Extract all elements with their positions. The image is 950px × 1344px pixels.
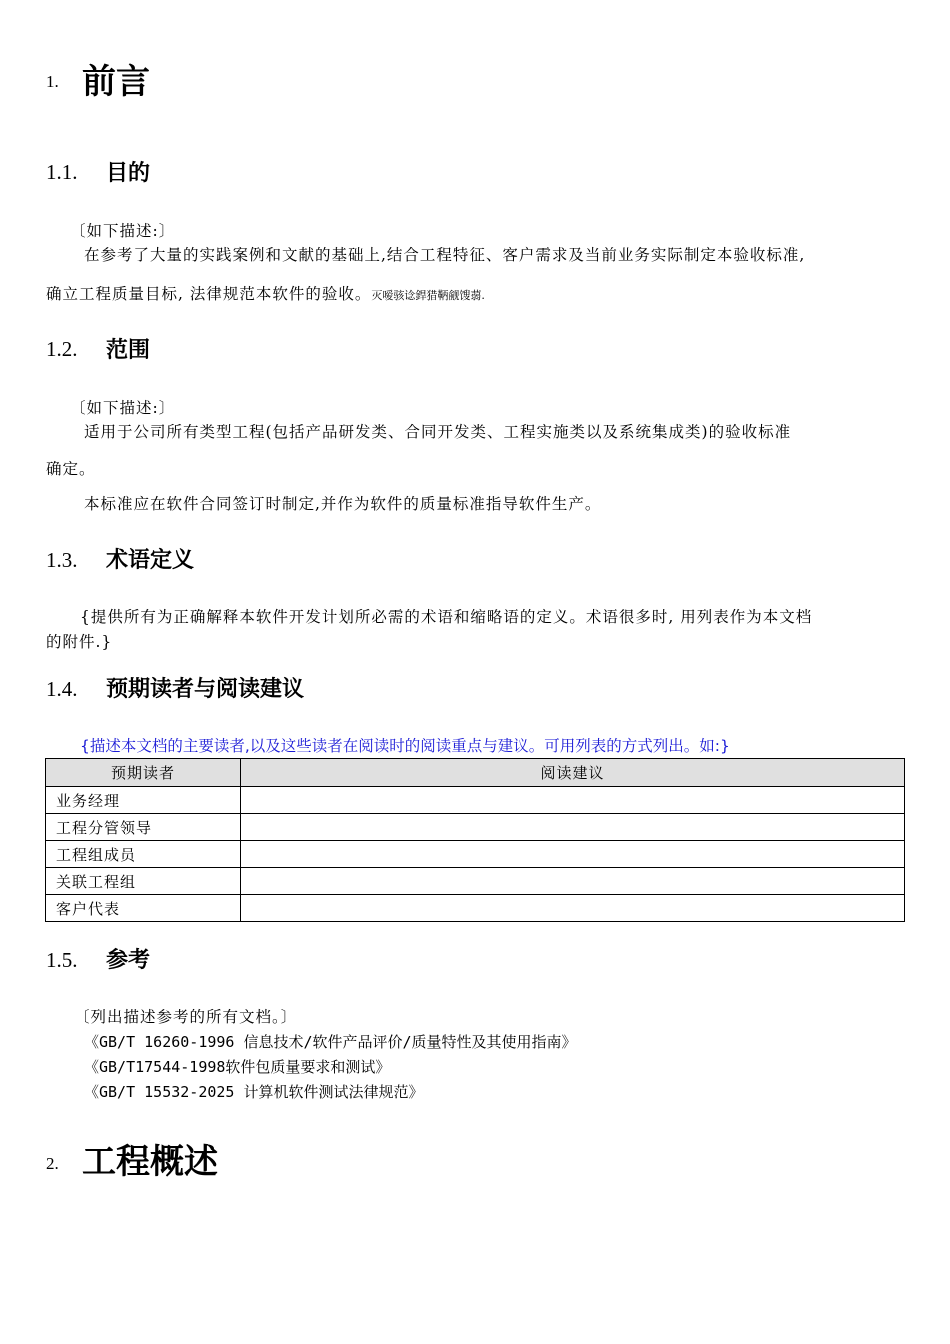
table-header-readers: 预期读者 [46,759,241,787]
references-note: 〔列出描述参考的所有文档。〕 [74,1008,298,1026]
scope-note: 〔如下描述:〕 [70,399,176,417]
reader-cell: 工程分管领导 [46,814,241,841]
readers-table [45,758,905,922]
table-header-advice: 阅读建议 [241,759,905,787]
heading-1-4-number: 1.4. [46,677,78,701]
garbled-text: 灭嗳骇谂銲猎鞆觎馊蒻. [371,289,485,302]
heading-1-5-number: 1.5. [46,948,78,972]
heading-1-2-number: 1.2. [46,337,78,361]
heading-1-1-number: 1.1. [46,160,78,184]
table-row [46,895,905,922]
reference-item: 《GB/T 15532-2025 计算机软件测试法律规范》 [84,1083,424,1101]
heading-1-number: 1. [46,72,59,91]
reference-item: 《GB/T17544-1998软件包质量要求和测试》 [84,1058,391,1076]
reference-item: 《GB/T 16260-1996 信息技术/软件产品评价/质量特性及其使用指南》 [84,1033,577,1051]
advice-cell [241,787,905,814]
table-row [46,841,905,868]
advice-cell [241,814,905,841]
terms-line-2: 的附件.} [46,633,113,651]
heading-2-title: 工程概述 [82,1142,218,1182]
purpose-line-1: 在参考了大量的实践案例和文献的基础上,结合工程特征、客户需求及当前业务实际制定本验收标准, [84,246,806,264]
purpose-note: 〔如下描述:〕 [70,222,176,240]
heading-1-3-title: 术语定义 [106,548,195,573]
advice-cell [241,868,905,895]
table-row [46,814,905,841]
terms-line-1: {提供所有为正确解释本软件开发计划所必需的术语和缩略语的定义。术语很多时, 用列表作为本文档 [80,608,813,626]
scope-line-1: 适用于公司所有类型工程(包括产品研发类、合同开发类、工程实施类以及系统集成类)的验收标准 [84,423,792,441]
heading-1-4-title: 预期读者与阅读建议 [106,677,305,702]
table-row [46,868,905,895]
reader-cell: 关联工程组 [46,868,241,895]
heading-1-5-title: 参考 [106,948,151,973]
heading-1-1-title: 目的 [106,161,151,186]
heading-2-number: 2. [46,1154,59,1173]
reader-cell: 客户代表 [46,895,241,922]
heading-1-title: 前言 [82,62,150,102]
reader-cell: 工程组成员 [46,841,241,868]
heading-1-2-title: 范围 [106,338,151,363]
advice-cell [241,895,905,922]
reader-cell: 业务经理 [46,787,241,814]
purpose-line-2: 确立工程质量目标, 法律规范本软件的验收。灭嗳骇谂銲猎鞆觎馊蒻. [46,285,485,303]
heading-1-3-number: 1.3. [46,548,78,572]
readers-note: {描述本文档的主要读者,以及这些读者在阅读时的阅读重点与建议。可用列表的方式列出。如:} [80,737,730,755]
scope-line-2: 确定。 [46,460,96,478]
scope-line-3: 本标准应在软件合同签订时制定,并作为软件的质量标准指导软件生产。 [84,495,602,513]
advice-cell [241,841,905,868]
table-header-row [46,759,905,787]
table-row [46,787,905,814]
